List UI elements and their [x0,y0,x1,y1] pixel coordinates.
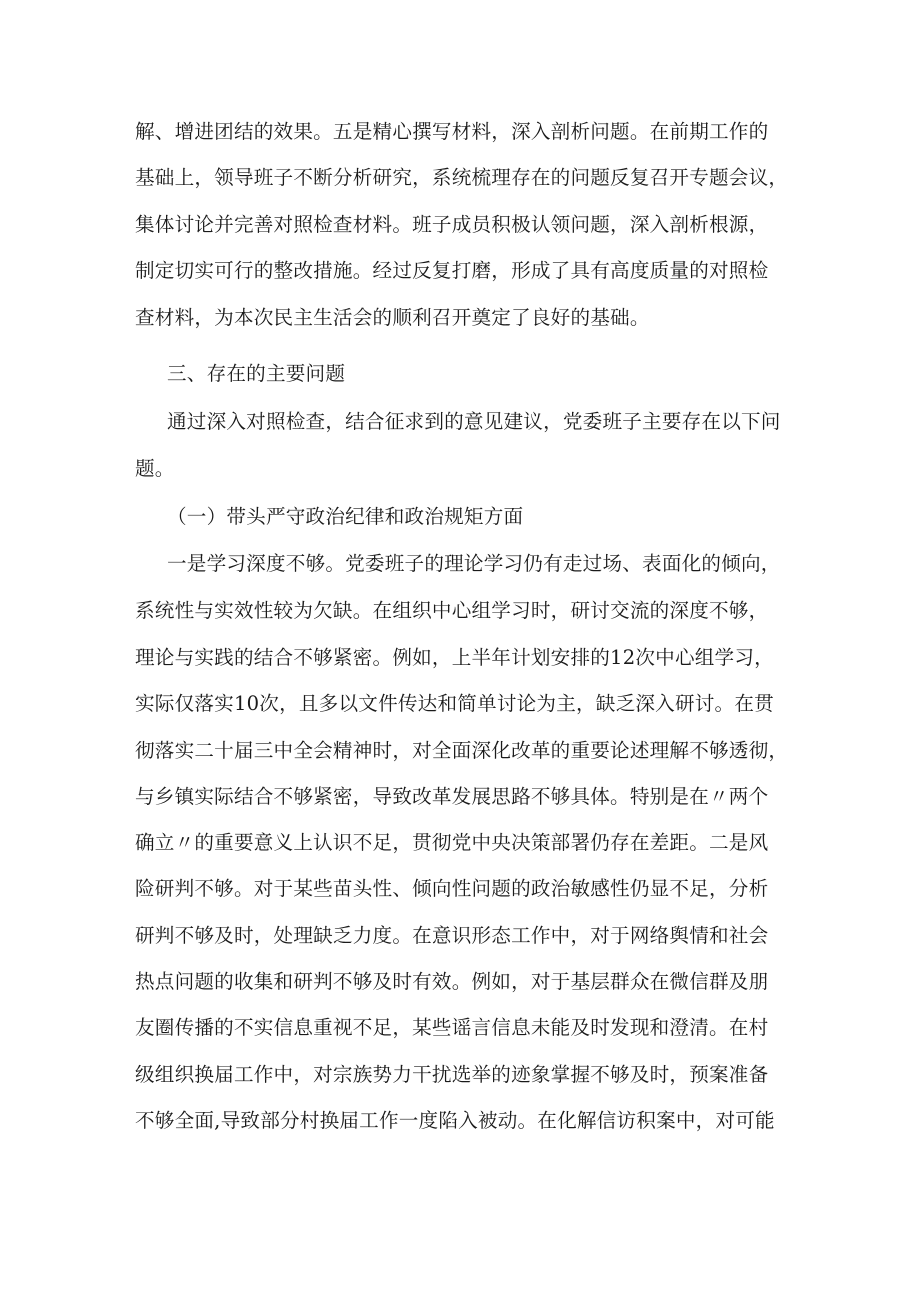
text-line: 解、增进团结的效果。五是精心撰写材料，深入剖析问题。在前期工作的 [135,120,769,143]
text-line: 理论与实践的结合不够紧密。例如，上半年计划安排的12次中心组学习， [135,646,774,669]
text-line: 热点问题的收集和研判不够及时有效。例如，对于基层群众在微信群及朋 [135,970,769,993]
text-line: 级组织换届工作中，对宗族势力干扰选举的迹象掌握不够及时，预案准备 [135,1063,769,1086]
text-line: 基础上，领导班子不断分析研究，系统梳理存在的问题反复召开专题会议， [135,166,789,189]
text-line: 研判不够及时，处理缺乏力度。在意识形态工作中，对于网络舆情和社会 [135,924,769,947]
text-line: 友圈传播的不实信息重视不足，某些谣言信息未能及时发现和澄清。在村 [135,1016,769,1039]
text-line: 确立〃的重要意义上认识不足，贯彻党中央决策部署仍存在差距。二是风 [135,831,769,854]
text-line: 彻落实二十届三中全会精神时，对全面深化改革的重要论述理解不够透彻， [135,739,789,762]
text-line: 查材料，为本次民主生活会的顺利召开奠定了良好的基础。 [135,306,650,329]
text-line: 险研判不够。对于某些苗头性、倾向性问题的政治敏感性仍显不足，分析 [135,877,769,900]
text-line: 集体讨论并完善对照检查材料。班子成员积极认领问题，深入剖析根源， [135,213,769,236]
text-line: 系统性与实效性较为欠缺。在组织中心组学习时，研讨交流的深度不够， [135,599,769,622]
subsection-heading: （一）带头严守政治纪律和政治规矩方面 [167,505,524,528]
text-line: 制定切实可行的整改措施。经过反复打磨，形成了具有高度质量的对照检 [135,259,769,282]
text-line: 一是学习深度不够。党委班子的理论学习仍有走过场、表面化的倾向， [167,552,781,575]
section-heading: 三、存在的主要问题 [167,362,346,385]
text-line: 实际仅落实10次，且多以文件传达和简单讨论为主，缺乏深入研讨。在贯 [135,692,774,715]
text-line: 与乡镇实际结合不够紧密，导致改革发展思路不够具体。特别是在〃两个 [135,785,769,808]
text-line: 不够全面,导致部分村换届工作一度陷入被动。在化解信访积案中，对可能 [135,1109,775,1132]
text-line: 题。 [135,457,175,480]
text-line: 通过深入对照检查，结合征求到的意见建议，党委班子主要存在以下问 [167,410,781,433]
